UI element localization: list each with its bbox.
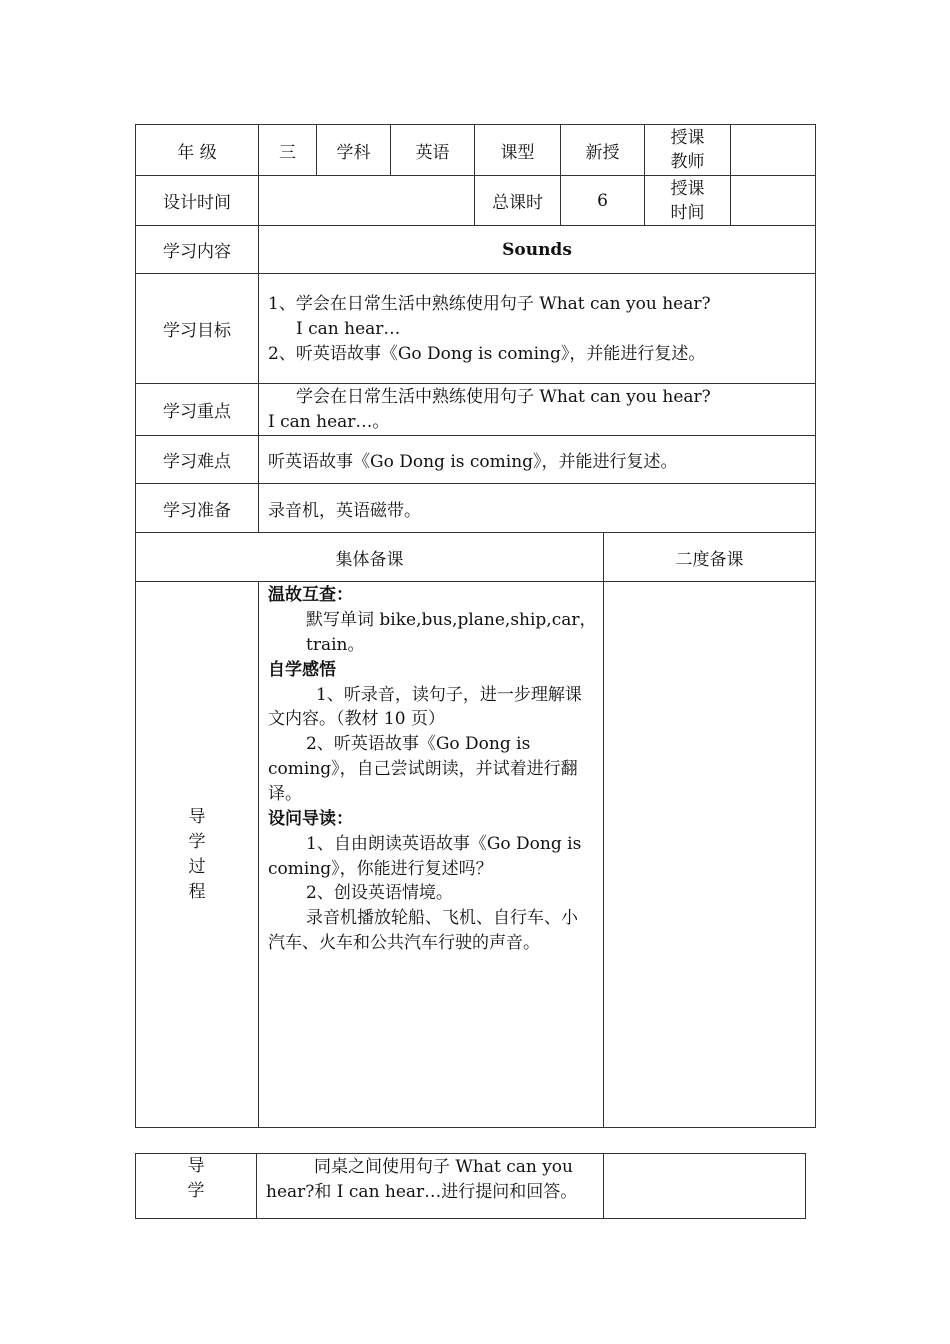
class-time-label [645, 176, 730, 225]
process-line: 录音机播放轮船、飞机、自行车、小 [306, 908, 578, 928]
process-line: 汽车、火车和公共汽车行驶的声音。 [268, 933, 540, 953]
teacher-label [645, 125, 730, 175]
hline [135, 1127, 816, 1128]
process-line: coming》，你能进行复述吗？ [268, 859, 493, 879]
vline [603, 532, 604, 1128]
second-table-label [136, 1154, 256, 1218]
vline [805, 1153, 806, 1219]
preparation-value: 录音机，英语磁带。 [268, 500, 421, 521]
key-points-label: 学习重点 [163, 402, 231, 422]
key-points-line2: I can hear…。 [268, 412, 390, 432]
teacher-label-line1: 授课 [670, 128, 705, 148]
section-title-guided-reading: 设问导读： [268, 809, 353, 829]
second-table-label-char: 学 [187, 1181, 205, 1201]
process-line: 默写单词 bike,bus,plane,ship,car， [306, 610, 597, 630]
vline [603, 1153, 604, 1219]
vline [256, 1153, 257, 1219]
second-table-line1: 同桌之间使用句子 What can you [314, 1157, 573, 1177]
section-title-self-study: 自学感悟 [268, 660, 336, 680]
second-table-label-char: 导 [187, 1156, 205, 1176]
vline [258, 581, 259, 1128]
goals-line1: 1、学会在日常生活中熟练使用句子 What can you hear? [268, 294, 711, 314]
lesson-type-label: 课型 [500, 142, 535, 163]
total-hours-value: 6 [597, 190, 608, 211]
second-table-line2: hear?和 I can hear…进行提问和回答。 [266, 1182, 578, 1202]
process-line: 文内容。（教材 10 页） [268, 709, 445, 729]
process-line: 1、听录音，读句子，进一步理解课 [316, 685, 582, 705]
process-label [136, 582, 258, 1127]
difficulties-value: 听英语故事《Go Dong is coming》，并能进行复述。 [268, 452, 678, 472]
lesson-type-value: 新授 [585, 142, 620, 163]
content-label: 学习内容 [163, 242, 231, 262]
process-label-char: 过 [188, 856, 206, 877]
design-time-value [259, 176, 474, 225]
process-line: 2、创设英语情境。 [306, 883, 453, 903]
section-title-review: 温故互查： [268, 585, 353, 605]
class-time-value [731, 176, 815, 225]
difficulties-label: 学习难点 [163, 452, 231, 472]
goals-line3: 2、听英语故事《Go Dong is coming》，并能进行复述。 [268, 344, 706, 364]
subject-label: 学科 [336, 142, 371, 163]
process-line: coming》，自己尝试朗读，并试着进行翻 [268, 759, 578, 779]
class-time-label-line1: 授课 [670, 178, 705, 199]
teacher-label-line2: 教师 [670, 152, 705, 172]
process-label-char: 导 [188, 806, 206, 827]
process-line: 译。 [268, 784, 302, 804]
process-line: 2、听英语故事《Go Dong is [306, 734, 531, 754]
subject-value: 英语 [415, 142, 450, 163]
process-line: train。 [306, 635, 365, 655]
teacher-value [731, 125, 815, 175]
total-hours-label: 总课时 [492, 193, 543, 213]
goals-line2: I can hear… [296, 319, 401, 339]
process-line: 1、自由朗读英语故事《Go Dong is [306, 834, 582, 854]
process-label-char: 学 [188, 831, 206, 852]
class-time-label-line2: 时间 [670, 202, 705, 223]
preparation-label: 学习准备 [163, 500, 231, 521]
grade-value: 三 [279, 142, 296, 163]
second-header: 二度备课 [675, 549, 744, 570]
collective-header: 集体备课 [335, 549, 404, 570]
hline [135, 1218, 806, 1219]
goals-label: 学习目标 [163, 321, 231, 341]
grade-label: 年 级 [177, 142, 217, 163]
content-value: Sounds [502, 239, 572, 260]
process-label-char: 程 [188, 881, 206, 902]
vline [815, 124, 816, 1128]
design-time-label: 设计时间 [163, 193, 231, 213]
key-points-line1: 学会在日常生活中熟练使用句子 What can you hear? [296, 387, 711, 407]
